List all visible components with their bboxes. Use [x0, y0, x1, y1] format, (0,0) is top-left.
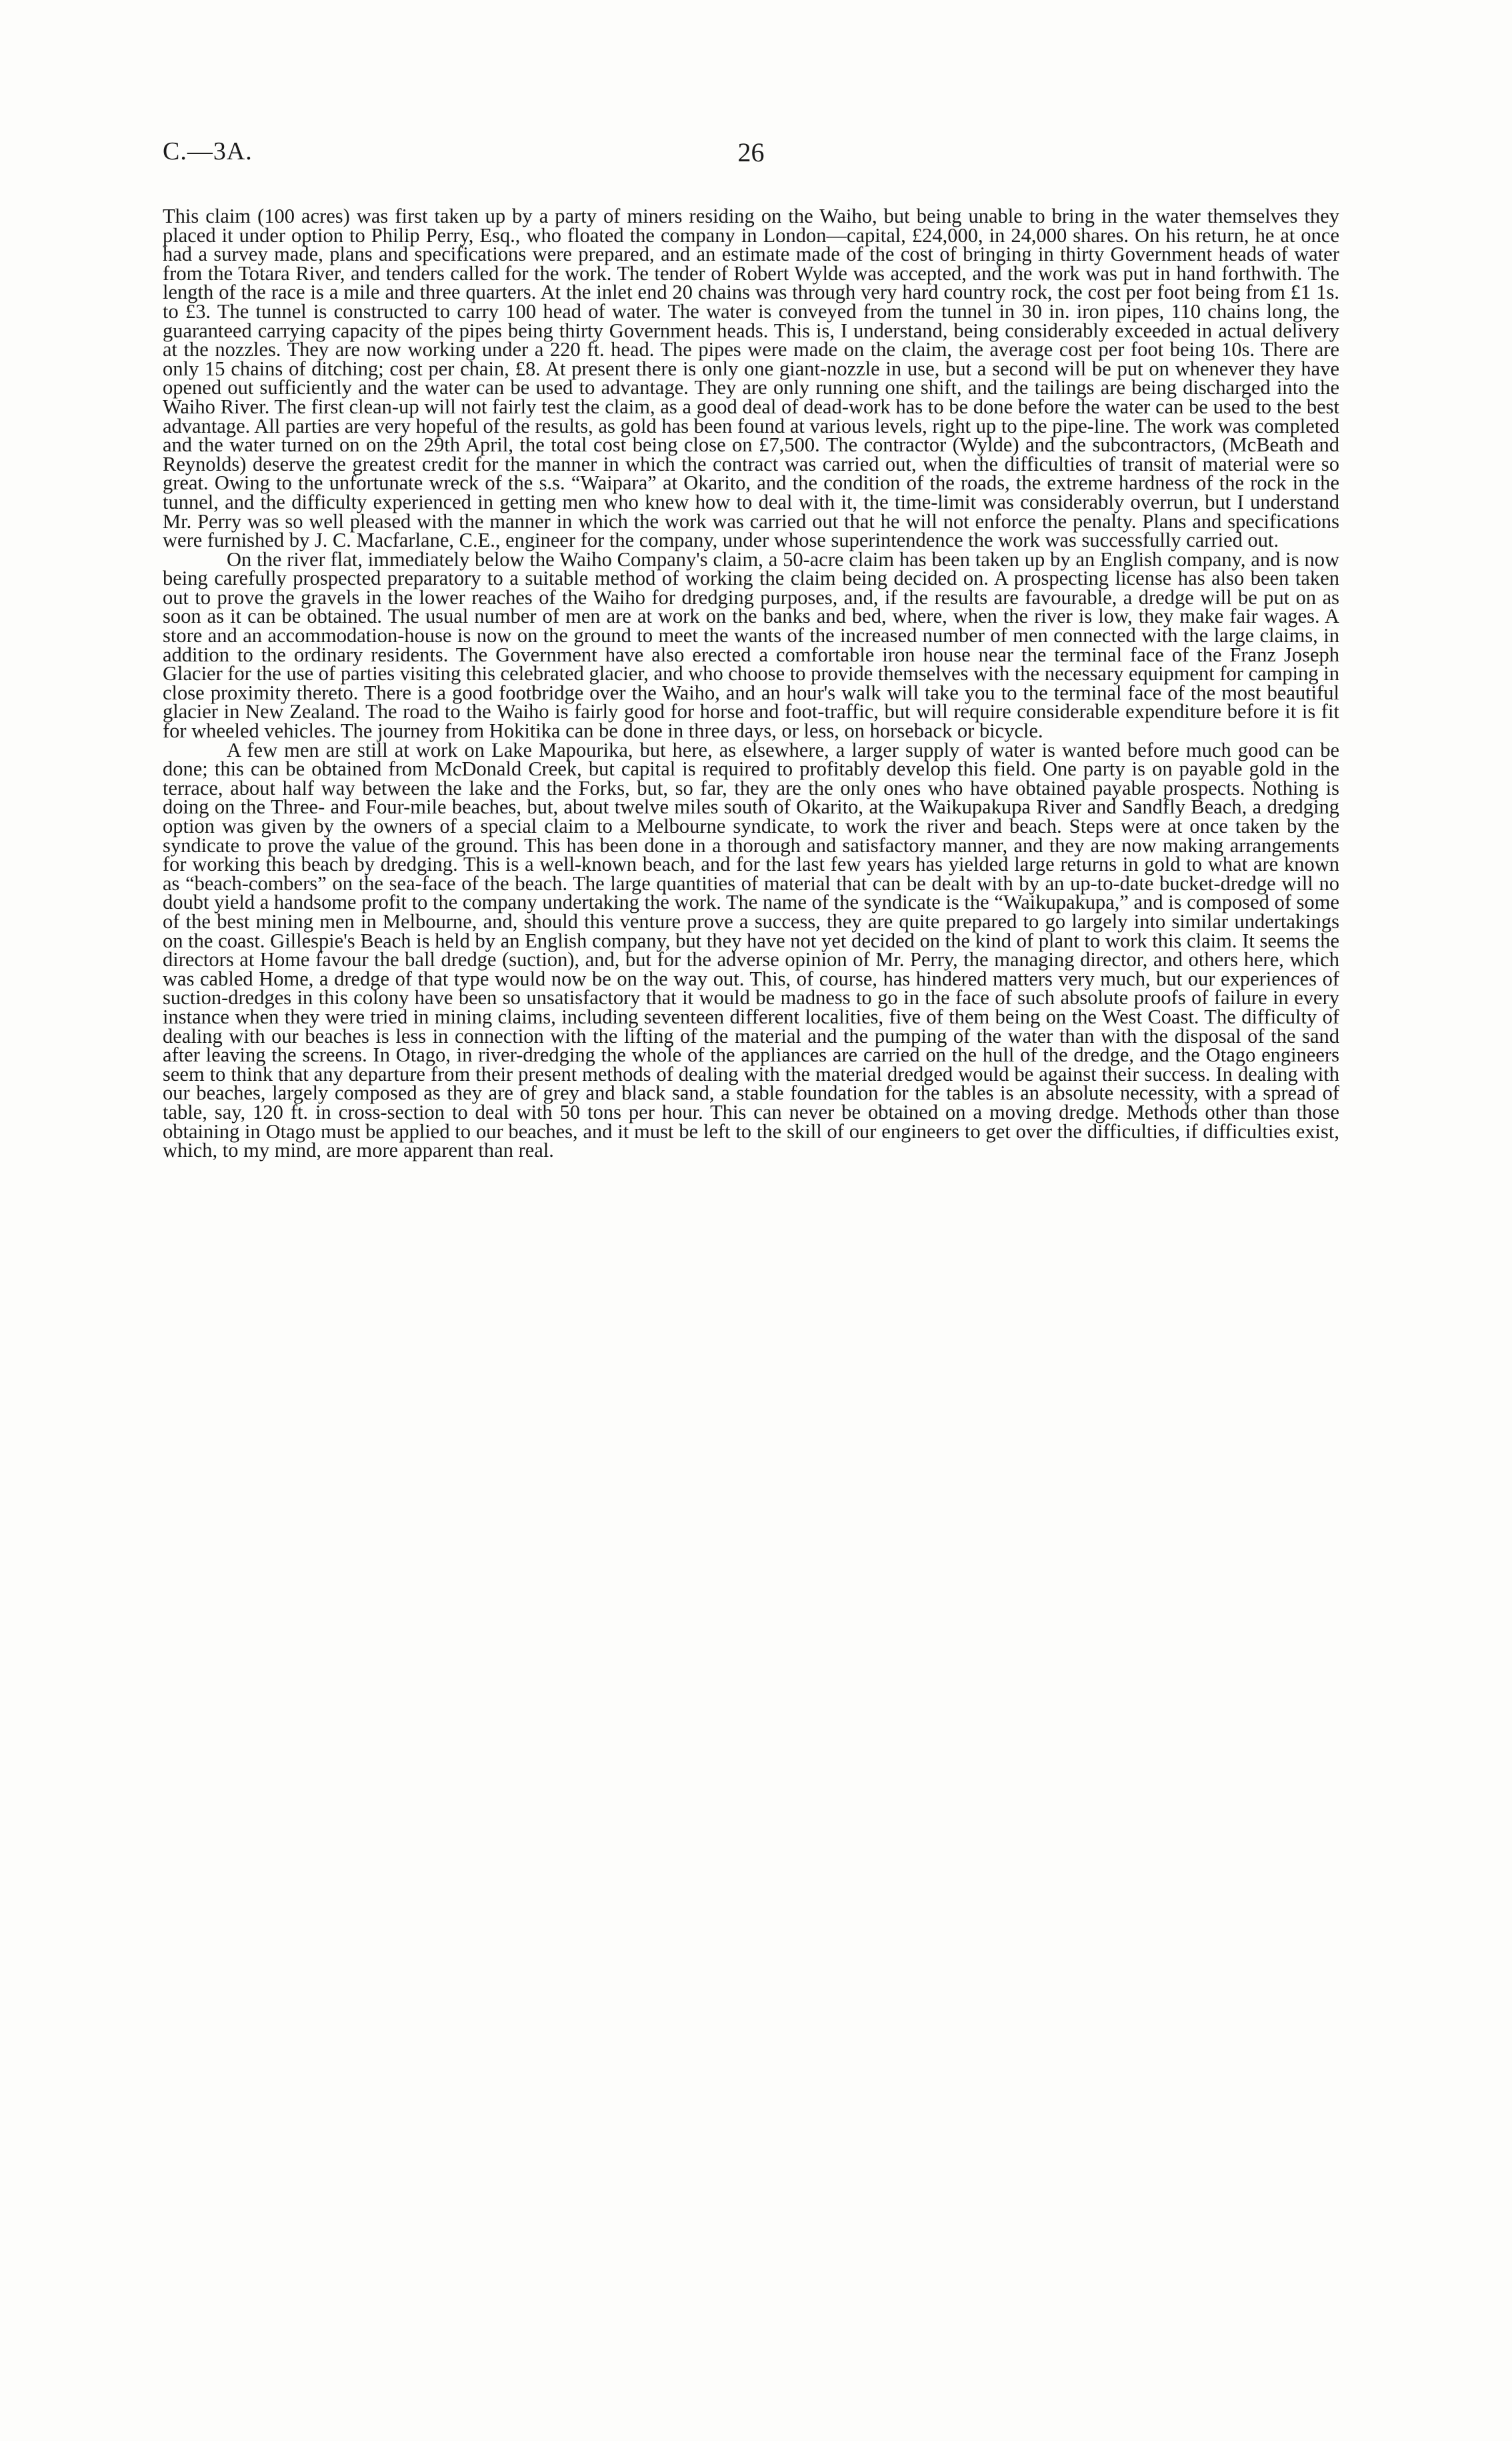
paragraph-lake-mapourika: A few men are still at work on Lake Mapourika, but here, as elsewhere, a larger supply of water is wanted before much good can be done; this can be obtained from McDonald Creek, but capital is required to profitably develop this field. One party is on payable gold in the terrace, about half way between the lake and the Forks, but, so far, they are the only ones who have obtained payable prospects. Nothing is doing on the Three- and Four-mile beaches, but, about twelve miles south of Okarito, at the Waikupakupa River and Sandfly Beach, a dredging option was given by the owners of a special claim to a Melbourne syndicate, to work the river and beach. Steps were at once taken by the syndicate to prove the value of the ground. This has been done in a thorough and satisfactory manner, and they are now making arrangements for working this beach by dredging. This is a well-known beach, and for the last few years has yielded large returns in gold to what are known as “beach-combers” on the sea-face of the beach. The large quantities of material that can be dealt with by an up-to-date bucket-dredge will no doubt yield a handsome profit to the company undertaking the work. The name of the syndicate is the “Waikupakupa,” and is composed of some of the best mining men in Melbourne, and, should this venture prove a success, they are quite prepared to go largely into similar undertakings on the coast. Gillespie's Beach is held by an English company, but they have not yet decided on the kind of plant to work this claim. It seems the directors at Home favour the ball dredge (suction), and, but for the adverse opinion of Mr. Perry, the managing director, and others here, which was cabled Home, a dredge of that type would now be on the way out. This, of course, has hindered matters very much, but our experiences of suction-dredges in this colony have been so unsatisfactory that it would be madness to go in the face of such absolute proofs of failure in every instance when they were tried in mining claims, including seventeen different localities, five of them being on the West Coast. The difficulty of dealing with our beaches is less in connection with the lifting of the material and the pumping of the water than with the disposal of the sand after leaving the screens. In Otago, in river-dredging the whole of the appliances are carried on the hull of the dredge, and the Otago engineers seem to think that any departure from their present methods of dealing with the material dredged would be against their success. In dealing with our beaches, largely composed as they are of grey and black sand, a stable foundation for the tables is an absolute necessity, with a spread of table, say, 120 ft. in cross-section to deal with 50 tons per hour. This can never be obtained on a moving dredge. Methods other than those obtaining in Otago must be applied to our beaches, and it must be left to the skill of our engineers to get over the difficulties, if difficulties exist, which, to my mind, are more apparent than real.: [163, 738, 1339, 1162]
body-text: [163, 207, 1339, 1160]
paragraph-river-flat: On the river flat, immediately below the Waiho Company's claim, a 50-acre claim has been taken up by an English company, and is now being carefully prospected preparatory to a suitable method of working the claim being decided on. A prospecting license has also been taken out to prove the gravels in the lower reaches of the Waiho for dredging purposes, and, if the results are favourable, a dredge will be put on as soon as it can be obtained. The usual number of men are at work on the banks and bed, where, when the river is low, they make fair wages. A store and an accommodation-house is now on the ground to meet the wants of the increased number of men connected with the large claims, in addition to the ordinary residents. The Government have also erected a comfortable iron house near the terminal face of the Franz Joseph Glacier for the use of parties visiting this celebrated glacier, and who choose to provide themselves with the necessary equipment for camping in close proximity thereto. There is a good footbridge over the Waiho, and an hour's walk will take you to the terminal face of the most beautiful glacier in New Zealand. The road to the Waiho is fairly good for horse and foot-traffic, but will require considerable expenditure before it is fit for wheeled vehicles. The journey from Hokitika can be done in three days, or less, on horseback or bicycle.: [163, 547, 1339, 743]
paragraph-waiho-claim: This claim (100 acres) was first taken up by a party of miners residing on the Waiho, but being unable to bring in the water themselves they placed it under option to Philip Perry, Esq., who floated the company in London—capital, £24,000, in 24,000 shares. On his return, he at once had a survey made, plans and specifications were prepared, and an estimate made of the cost of bringing in thirty Government heads of water from the Totara River, and tenders called for the work. The tender of Robert Wylde was accepted, and the work was put in hand forthwith. The length of the race is a mile and three quarters. At the inlet end 20 chains was through very hard country rock, the cost per foot being from £1 1s. to £3. The tunnel is constructed to carry 100 head of water. The water is conveyed from the tunnel in 30 in. iron pipes, 110 chains long, the guaranteed carrying capacity of the pipes being thirty Government heads. This is, I understand, being considerably exceeded in actual delivery at the nozzles. They are now working under a 220 ft. head. The pipes were made on the claim, the average cost per foot being 10s. There are only 15 chains of ditching; cost per chain, £8. At present there is only one giant-nozzle in use, but a second will be put on whenever they have opened out sufficiently and the water can be used to advantage. They are only running one shift, and the tailings are being discharged into the Waiho River. The first clean-up will not fairly test the claim, as a good deal of dead-work has to be done before the water can be used to the best advantage. All parties are very hopeful of the results, as gold has been found at various levels, right up to the pipe-line. The work was completed and the water turned on on the 29th April, the total cost being close on £7,500. The contractor (Wylde) and the subcontractors, (McBeath and Reynolds) deserve the greatest credit for the manner in which the contract was carried out, when the difficulties of transit of material were so great. Owing to the unfortunate wreck of the s.s. “Waipara” at Okarito, and the condition of the roads, the extreme hardness of the rock in the tunnel, and the difficulty experienced in getting men who knew how to deal with it, the time-limit was considerably overrun, but I understand Mr. Perry was so well pleased with the manner in which the work was carried out that he will not enforce the penalty. Plans and specifications were furnished by J. C. Macfarlane, C.E., engineer for the company, under whose superintendence the work was successfully carried out.: [163, 205, 1339, 552]
page-number: 26: [737, 137, 765, 167]
page-header: [163, 137, 1339, 177]
document-reference: C.—3A.: [163, 137, 253, 165]
